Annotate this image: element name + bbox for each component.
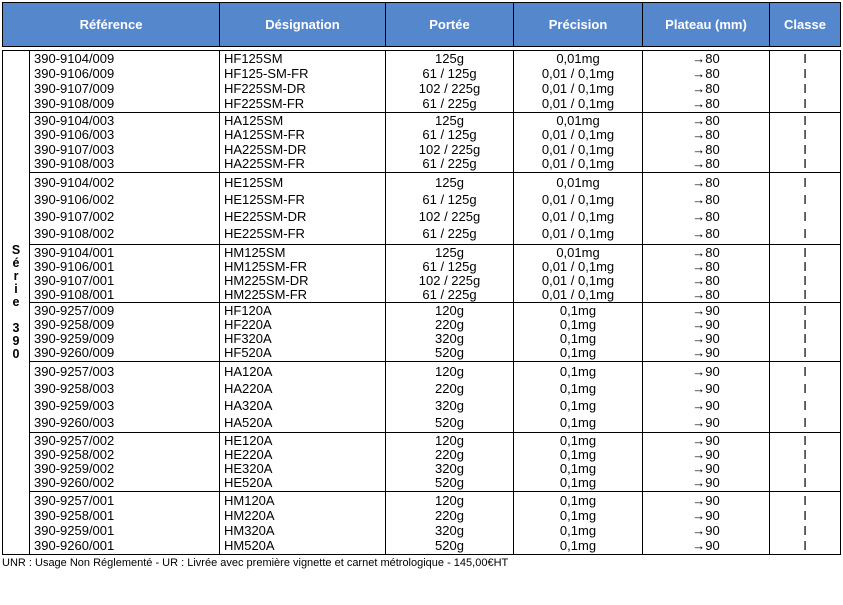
cell-classe [770,173,840,245]
plateau-value: →80 [692,287,720,302]
portee-value: 320g [435,461,464,476]
precision-value: 0,01mg [556,51,600,67]
precision-value: 0,01 / 0,1mg [541,287,615,302]
reference-value: 390-9106/001 [34,259,115,274]
reference-value: 390-9258/009 [34,317,115,332]
classe-value: I [803,380,807,396]
portee-value: 61 / 225g [422,95,477,111]
precision-value: 0,1mg [559,345,597,360]
cell-precision [514,245,643,303]
cell-classe [770,245,840,303]
plateau-value: →90 [692,507,720,523]
designation-value: HF220A [224,317,272,332]
classe-value: I [803,447,807,462]
classe-value: I [803,245,807,260]
designation-value: HE520A [224,475,273,490]
precision-value: 0,1mg [559,447,597,462]
reference-value: 390-9258/002 [34,447,115,462]
classe-value: I [803,273,807,288]
portee-value: 125g [435,51,464,67]
series-label-char: é [12,256,20,270]
portee-value: 61 / 125g [422,259,477,274]
cell-designation [220,51,386,113]
reference-value: 390-9108/002 [34,226,115,242]
table-body [2,50,841,555]
designation-value: HF520A [224,345,272,360]
plateau-value: →80 [692,113,720,129]
cell-portee [386,51,514,113]
plateau-value: →80 [692,80,720,96]
series-label-char: 0 [12,347,20,361]
classe-value: I [803,461,807,476]
classe-value: I [803,492,807,508]
plateau-value: →80 [692,191,720,207]
precision-value: 0,01 / 0,1mg [541,209,615,225]
designation-value: HA125SM [224,113,284,129]
designation-value: HM220A [224,507,275,523]
designation-value: HF320A [224,331,272,346]
reference-value: 390-9108/003 [34,155,115,171]
precision-value: 0,01 / 0,1mg [541,95,615,111]
classe-value: I [803,522,807,538]
reference-value: 390-9259/003 [34,397,115,413]
precision-value: 0,01 / 0,1mg [541,141,615,157]
cell-classe [770,362,840,433]
plateau-value: →90 [692,537,720,553]
portee-value: 61 / 225g [422,226,477,242]
classe-value: I [803,414,807,430]
cell-designation [220,362,386,433]
cell-reference [30,303,220,362]
cell-portee [386,362,514,433]
reference-value: 390-9260/009 [34,345,115,360]
precision-value: 0,1mg [559,380,597,396]
reference-value: 390-9257/003 [34,363,115,379]
classe-value: I [803,287,807,302]
footnote: UNR : Usage Non Réglementé - UR : Livrée avec première vignette et carnet métrologique - 145,00€HT [2,557,509,569]
precision-value: 0,1mg [559,461,597,476]
reference-value: 390-9107/002 [34,209,115,225]
plateau-value: →80 [692,209,720,225]
precision-value: 0,1mg [559,492,597,508]
classe-value: I [803,95,807,111]
cell-plateau [643,362,770,433]
designation-value: HE125SM-FR [224,191,305,207]
cell-designation [220,113,386,173]
classe-value: I [803,141,807,157]
cell-plateau [643,433,770,492]
plateau-value: →80 [692,273,720,288]
precision-value: 0,01 / 0,1mg [541,66,615,82]
plateau-value: →90 [692,447,720,462]
classe-value: I [803,80,807,96]
portee-value: 220g [435,317,464,332]
cell-precision [514,113,643,173]
precision-value: 0,01mg [556,113,600,129]
cell-precision [514,51,643,113]
designation-value: HF125SM [224,51,283,67]
series-label-char: 3 [12,321,20,335]
classe-value: I [803,66,807,82]
portee-value: 320g [435,397,464,413]
series-label-char: S [11,243,21,257]
series-390-chars [12,244,20,361]
portee-value: 125g [435,174,464,190]
designation-value: HM225SM-DR [224,273,309,288]
precision-value: 0,01 / 0,1mg [541,80,615,96]
plateau-value: →80 [692,127,720,143]
classe-value: I [803,303,807,318]
series-label-char: r [13,269,19,283]
plateau-value: →90 [692,363,720,379]
portee-value: 61 / 225g [422,287,477,302]
plateau-value: →90 [692,303,720,318]
reference-value: 390-9104/009 [34,51,115,67]
plateau-value: →80 [692,174,720,190]
plateau-value: →80 [692,51,720,67]
cell-portee [386,492,514,554]
portee-value: 120g [435,492,464,508]
classe-value: I [803,174,807,190]
plateau-value: →90 [692,331,720,346]
designation-value: HF225SM-FR [224,95,305,111]
classe-value: I [803,475,807,490]
designation-value: HE220A [224,447,273,462]
portee-value: 520g [435,475,464,490]
classe-value: I [803,397,807,413]
portee-value: 61 / 125g [422,66,477,82]
classe-value: I [803,317,807,332]
reference-value: 390-9104/001 [34,245,115,260]
precision-value: 0,01 / 0,1mg [541,273,615,288]
plateau-value: →90 [692,345,720,360]
designation-value: HM120A [224,492,275,508]
classe-value: I [803,363,807,379]
plateau-value: →80 [692,95,720,111]
cell-reference [30,492,220,554]
column-header-plateau: Plateau (mm) [643,3,770,46]
reference-value: 390-9108/001 [34,287,115,302]
designation-value: HM125SM [224,245,286,260]
precision-value: 0,01 / 0,1mg [541,127,615,143]
cell-designation [220,245,386,303]
precision-value: 0,1mg [559,397,597,413]
plateau-value: →80 [692,226,720,242]
reference-value: 390-9106/002 [34,191,115,207]
designation-value: HE125SM [224,174,284,190]
series-label-char: e [12,295,20,309]
portee-value: 125g [435,113,464,129]
column-header-designation: Désignation [220,3,386,46]
classe-value: I [803,345,807,360]
plateau-value: →90 [692,461,720,476]
portee-value: 120g [435,363,464,379]
portee-value: 61 / 225g [422,155,477,171]
cell-precision [514,303,643,362]
reference-value: 390-9260/003 [34,414,115,430]
cell-precision [514,433,643,492]
portee-value: 220g [435,507,464,523]
reference-value: 390-9259/001 [34,522,115,538]
cell-reference [30,362,220,433]
classe-value: I [803,51,807,67]
cell-portee [386,303,514,362]
plateau-value: →90 [692,433,720,448]
plateau-value: →90 [692,397,720,413]
cell-classe [770,492,840,554]
portee-value: 61 / 125g [422,191,477,207]
table-header-row [2,2,841,47]
cell-designation [220,173,386,245]
reference-value: 390-9257/009 [34,303,115,318]
cell-precision [514,492,643,554]
precision-value: 0,01 / 0,1mg [541,191,615,207]
cell-designation [220,433,386,492]
designation-value: HA220A [224,380,273,396]
reference-value: 390-9108/009 [34,95,115,111]
designation-value: HM225SM-FR [224,287,308,302]
cell-plateau [643,173,770,245]
plateau-value: →80 [692,245,720,260]
cell-portee [386,433,514,492]
cell-plateau [643,492,770,554]
plateau-value: →80 [692,141,720,157]
portee-value: 320g [435,331,464,346]
cell-precision [514,362,643,433]
portee-value: 320g [435,522,464,538]
plateau-value: →90 [692,414,720,430]
portee-value: 102 / 225g [418,273,481,288]
precision-value: 0,1mg [559,303,597,318]
portee-value: 220g [435,380,464,396]
portee-value: 125g [435,245,464,260]
portee-value: 520g [435,537,464,553]
cell-reference [30,173,220,245]
plateau-value: →80 [692,259,720,274]
reference-value: 390-9107/001 [34,273,115,288]
precision-value: 0,01 / 0,1mg [541,226,615,242]
reference-value: 390-9104/003 [34,113,115,129]
designation-value: HA320A [224,397,273,413]
column-header-portee: Portée [386,3,514,46]
reference-value: 390-9259/009 [34,331,115,346]
reference-value: 390-9107/003 [34,141,115,157]
reference-value: 390-9104/002 [34,174,115,190]
plateau-value: →90 [692,522,720,538]
precision-value: 0,1mg [559,363,597,379]
precision-value: 0,01 / 0,1mg [541,155,615,171]
designation-value: HE225SM-DR [224,209,307,225]
classe-value: I [803,259,807,274]
designation-value: HF120A [224,303,272,318]
classe-value: I [803,537,807,553]
portee-value: 120g [435,303,464,318]
designation-value: HE120A [224,433,273,448]
series-label-char: i [14,282,18,296]
plateau-value: →90 [692,475,720,490]
designation-value: HE320A [224,461,273,476]
designation-value: HF225SM-DR [224,80,306,96]
precision-value: 0,1mg [559,537,597,553]
cell-reference [30,245,220,303]
cell-plateau [643,245,770,303]
reference-value: 390-9106/009 [34,66,115,82]
cell-classe [770,113,840,173]
classe-value: I [803,191,807,207]
reference-value: 390-9257/002 [34,433,115,448]
plateau-value: →80 [692,66,720,82]
designation-value: HM125SM-FR [224,259,308,274]
precision-value: 0,01mg [556,174,600,190]
designation-value: HA120A [224,363,273,379]
reference-value: 390-9258/003 [34,380,115,396]
cell-classe [770,433,840,492]
portee-value: 61 / 125g [422,127,477,143]
designation-value: HA125SM-FR [224,127,305,143]
reference-value: 390-9260/001 [34,537,115,553]
classe-value: I [803,155,807,171]
designation-value: HA225SM-DR [224,141,307,157]
reference-value: 390-9258/001 [34,507,115,523]
precision-value: 0,1mg [559,331,597,346]
plateau-value: →90 [692,380,720,396]
portee-value: 520g [435,414,464,430]
precision-value: 0,1mg [559,475,597,490]
cell-designation [220,303,386,362]
designation-value: HA225SM-FR [224,155,305,171]
cell-designation [220,492,386,554]
precision-value: 0,1mg [559,414,597,430]
cell-portee [386,113,514,173]
cell-reference [30,113,220,173]
designation-value: HF125-SM-FR [224,66,309,82]
portee-value: 220g [435,447,464,462]
reference-value: 390-9257/001 [34,492,115,508]
precision-value: 0,01mg [556,245,600,260]
designation-value: HM520A [224,537,275,553]
classe-value: I [803,127,807,143]
designation-value: HA520A [224,414,273,430]
reference-value: 390-9106/003 [34,127,115,143]
reference-value: 390-9259/002 [34,461,115,476]
cell-portee [386,245,514,303]
cell-plateau [643,51,770,113]
precision-value: 0,1mg [559,433,597,448]
classe-value: I [803,209,807,225]
classe-value: I [803,226,807,242]
reference-value: 390-9107/009 [34,80,115,96]
series-390-vertical-label [3,51,30,554]
plateau-value: →80 [692,155,720,171]
portee-value: 102 / 225g [418,209,481,225]
classe-value: I [803,433,807,448]
portee-value: 520g [435,345,464,360]
portee-value: 102 / 225g [418,80,481,96]
precision-value: 0,01 / 0,1mg [541,259,615,274]
cell-precision [514,173,643,245]
designation-value: HM320A [224,522,275,538]
cell-classe [770,303,840,362]
cell-reference [30,51,220,113]
plateau-value: →90 [692,492,720,508]
column-header-classe: Classe [784,17,826,32]
portee-value: 120g [435,433,464,448]
precision-value: 0,1mg [559,522,597,538]
cell-plateau [643,113,770,173]
plateau-value: →90 [692,317,720,332]
column-header-reference: Référence [3,3,220,46]
classe-value: I [803,113,807,129]
reference-value: 390-9260/002 [34,475,115,490]
column-header-precision: Précision [514,3,643,46]
cell-portee [386,173,514,245]
classe-value: I [803,507,807,523]
cell-classe [770,51,840,113]
cell-reference [30,433,220,492]
portee-value: 102 / 225g [418,141,481,157]
designation-value: HE225SM-FR [224,226,305,242]
classe-value: I [803,331,807,346]
series-label-char: 9 [12,334,20,348]
cell-plateau [643,303,770,362]
precision-value: 0,1mg [559,507,597,523]
precision-value: 0,1mg [559,317,597,332]
